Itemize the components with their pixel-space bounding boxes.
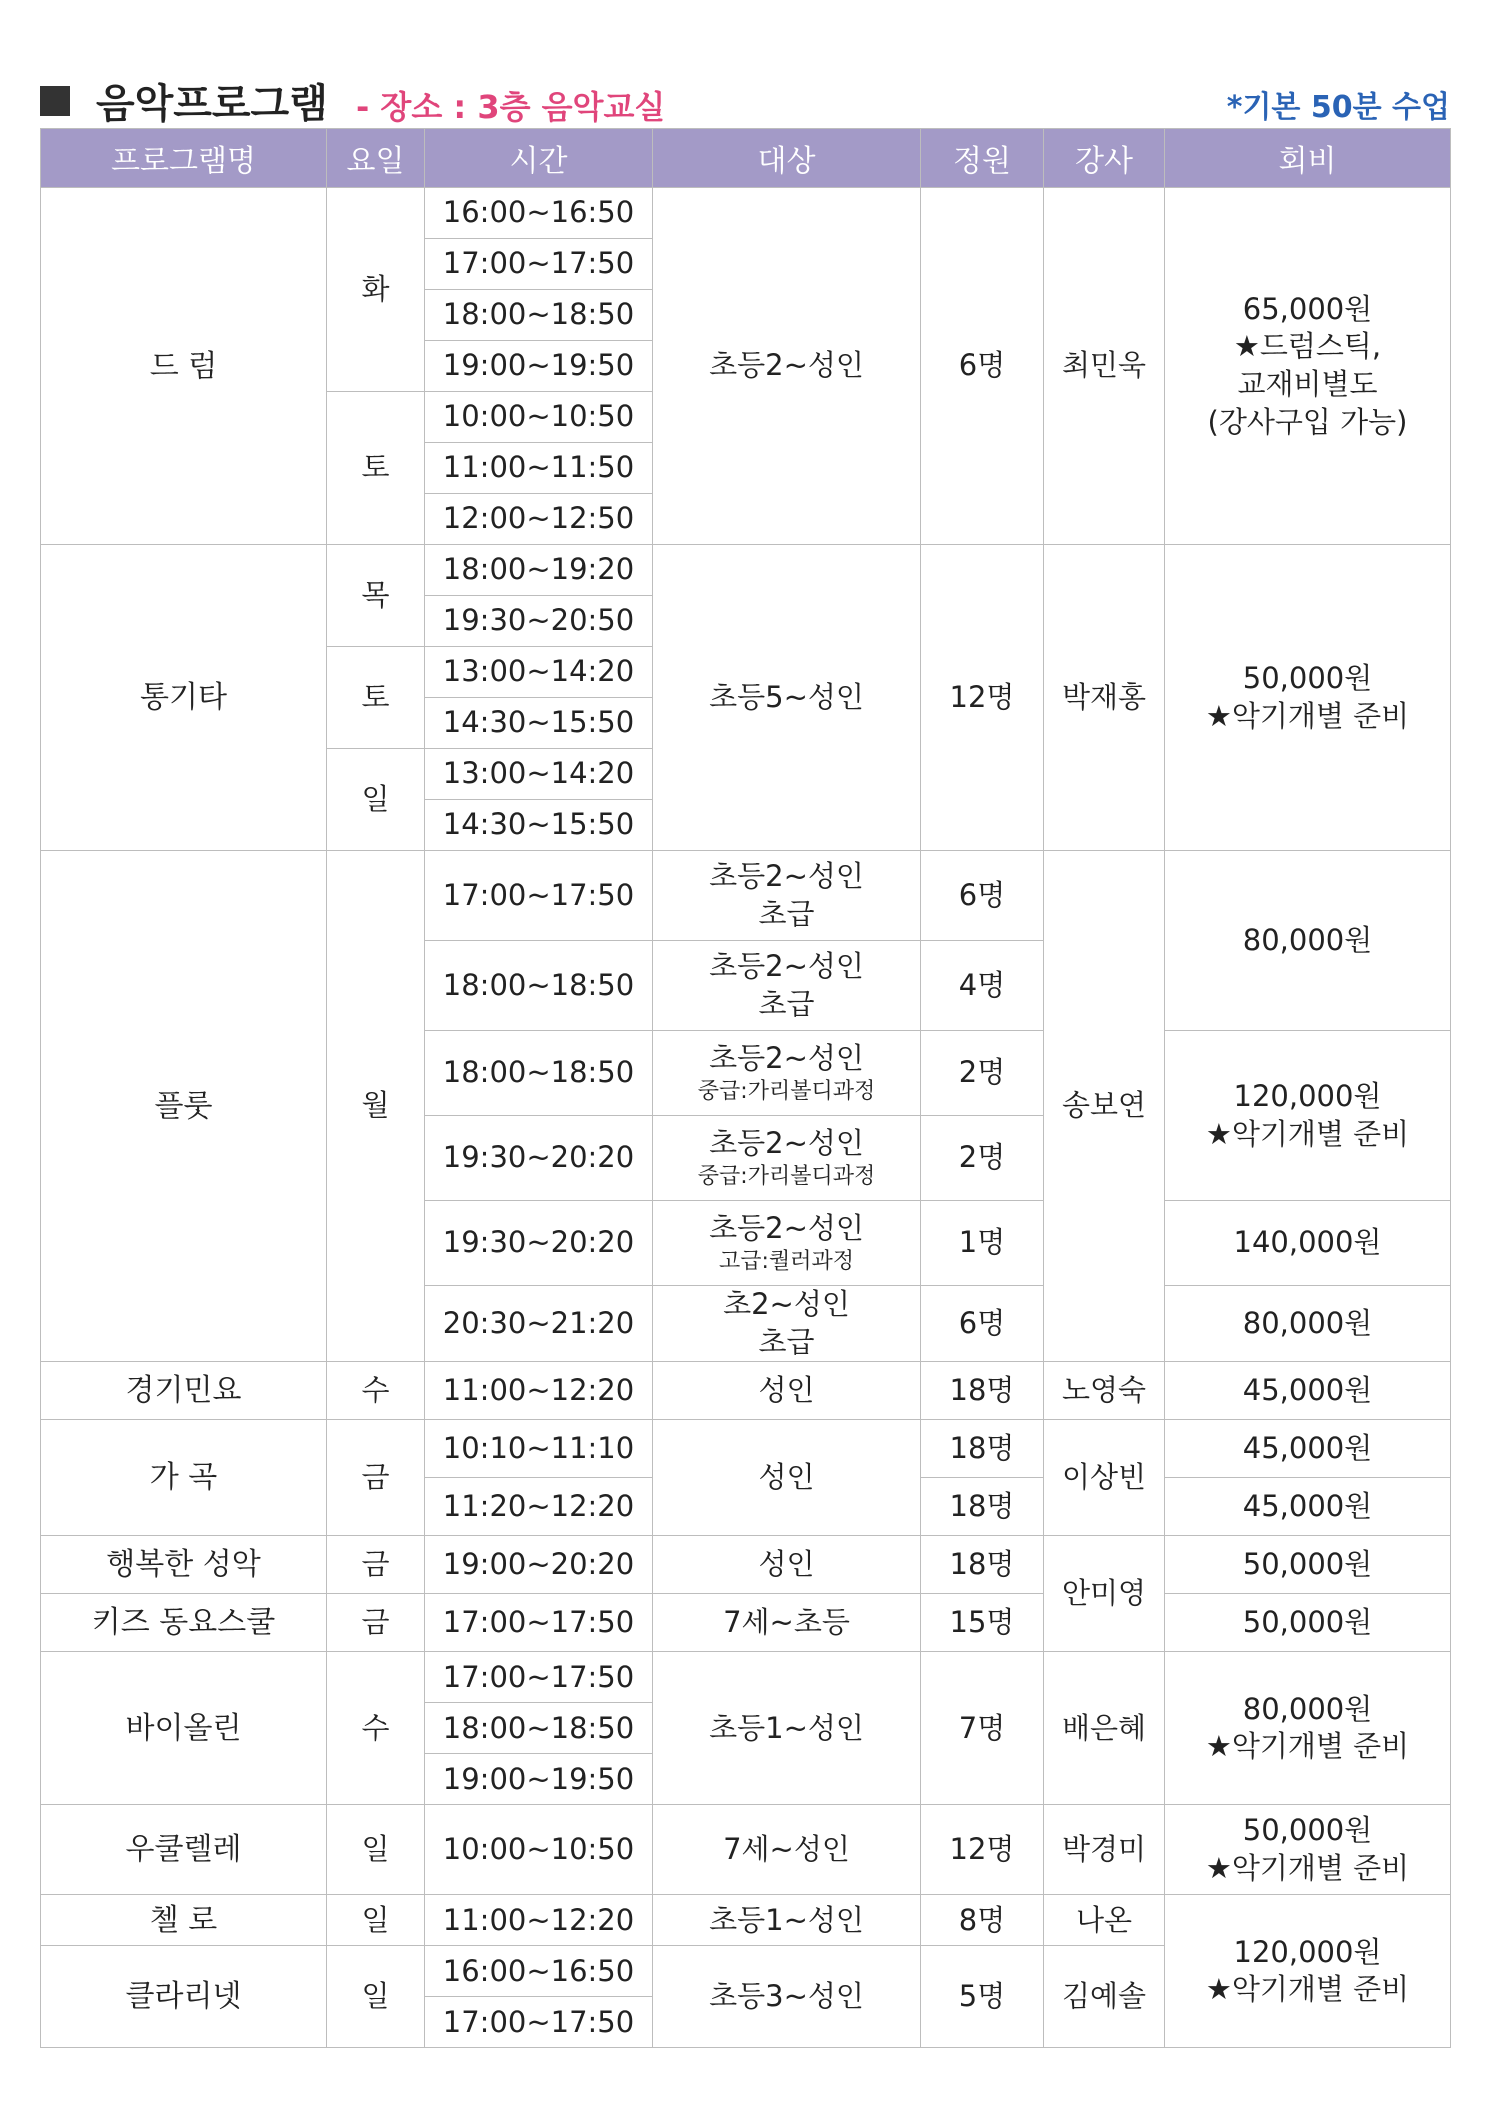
target-cell: 성인 [653, 1420, 921, 1536]
time-cell: 20:30~21:20 [425, 1286, 653, 1362]
section-title: 음악프로그램 [96, 81, 328, 127]
target-level: 초급 [758, 896, 815, 931]
col-program: 프로그램명 [41, 129, 327, 188]
time-cell: 13:00~14:20 [425, 749, 653, 800]
fee-cell: 50,000원 [1165, 1594, 1451, 1652]
teacher-cell: 배은혜 [1044, 1652, 1165, 1805]
fee-amount: 120,000원 [1233, 1078, 1382, 1113]
fee-cell [1165, 1805, 1451, 1895]
time-cell: 16:00~16:50 [425, 188, 653, 239]
col-teacher: 강사 [1044, 129, 1165, 188]
time-cell: 10:00~10:50 [425, 392, 653, 443]
fee-note: (강사구입 가능) [1207, 404, 1408, 439]
program-name: 가 곡 [41, 1420, 327, 1536]
teacher-cell: 이상빈 [1044, 1420, 1165, 1536]
program-name: 우쿨렐레 [41, 1805, 327, 1895]
fee-cell [1165, 545, 1451, 851]
col-day: 요일 [327, 129, 425, 188]
target-level: 중급:가리볼디과정 [697, 1078, 876, 1104]
day-cell: 수 [327, 1362, 425, 1420]
time-cell: 18:00~19:20 [425, 545, 653, 596]
table-header-row [41, 129, 1451, 188]
teacher-cell: 최민욱 [1044, 188, 1165, 545]
target-cell [653, 1286, 921, 1362]
teacher-cell: 노영숙 [1044, 1362, 1165, 1420]
table-row [41, 851, 1451, 941]
program-name: 플룻 [41, 851, 327, 1362]
col-capacity: 정원 [921, 129, 1044, 188]
fee-cell: 45,000원 [1165, 1478, 1451, 1536]
program-name: 바이올린 [41, 1652, 327, 1805]
capacity-cell: 18명 [921, 1362, 1044, 1420]
capacity-cell: 18명 [921, 1420, 1044, 1478]
capacity-cell: 12명 [921, 1805, 1044, 1895]
target-age: 초등2~성인 [709, 948, 864, 983]
target-cell [653, 1201, 921, 1286]
capacity-cell: 8명 [921, 1895, 1044, 1946]
fee-cell [1165, 1652, 1451, 1805]
target-cell: 초등2~성인 [653, 188, 921, 545]
capacity-cell: 6명 [921, 851, 1044, 941]
table-row [41, 1652, 1451, 1703]
target-cell: 초등3~성인 [653, 1946, 921, 2048]
program-name: 첼 로 [41, 1895, 327, 1946]
fee-cell: 80,000원 [1165, 851, 1451, 1031]
col-time: 시간 [425, 129, 653, 188]
capacity-cell: 12명 [921, 545, 1044, 851]
day-cell: 금 [327, 1536, 425, 1594]
section-header [40, 72, 1450, 132]
fee-amount: 50,000원 [1242, 1813, 1373, 1848]
time-cell: 17:00~17:50 [425, 851, 653, 941]
time-cell: 13:00~14:20 [425, 647, 653, 698]
day-cell: 일 [327, 749, 425, 851]
capacity-cell: 6명 [921, 188, 1044, 545]
target-cell: 초등5~성인 [653, 545, 921, 851]
teacher-cell: 안미영 [1044, 1536, 1165, 1652]
capacity-cell: 18명 [921, 1478, 1044, 1536]
fee-note: ★드럼스틱, [1233, 329, 1382, 364]
day-cell: 일 [327, 1946, 425, 2048]
fee-amount: 50,000원 [1242, 660, 1373, 695]
day-cell: 월 [327, 851, 425, 1362]
target-level: 고급:퀄러과정 [719, 1248, 854, 1274]
fee-note: ★악기개별 준비 [1205, 1972, 1410, 2007]
program-name: 클라리넷 [41, 1946, 327, 2048]
capacity-cell: 18명 [921, 1536, 1044, 1594]
time-cell: 16:00~16:50 [425, 1946, 653, 1997]
target-age: 초등2~성인 [709, 1125, 864, 1160]
fee-cell [1165, 1031, 1451, 1201]
fee-note: ★악기개별 준비 [1205, 698, 1410, 733]
program-name: 통기타 [41, 545, 327, 851]
time-cell: 18:00~18:50 [425, 1703, 653, 1754]
capacity-cell: 5명 [921, 1946, 1044, 2048]
fee-cell: 80,000원 [1165, 1286, 1451, 1362]
fee-note: ★악기개별 준비 [1205, 1850, 1410, 1885]
teacher-cell: 김예솔 [1044, 1946, 1165, 2048]
time-cell: 19:30~20:20 [425, 1201, 653, 1286]
time-cell: 19:30~20:20 [425, 1116, 653, 1201]
table-row [41, 1895, 1451, 1946]
target-cell: 성인 [653, 1536, 921, 1594]
capacity-cell: 6명 [921, 1286, 1044, 1362]
time-cell: 19:00~19:50 [425, 341, 653, 392]
time-cell: 19:00~19:50 [425, 1754, 653, 1805]
target-level: 초급 [758, 1324, 815, 1359]
time-cell: 18:00~18:50 [425, 941, 653, 1031]
day-cell: 수 [327, 1652, 425, 1805]
target-level: 초급 [758, 986, 815, 1021]
time-cell: 17:00~17:50 [425, 1594, 653, 1652]
teacher-cell: 나온 [1044, 1895, 1165, 1946]
target-age: 초등2~성인 [709, 1210, 864, 1245]
table-row [41, 1594, 1451, 1652]
table-row [41, 545, 1451, 596]
fee-cell [1165, 1895, 1451, 2048]
table-row [41, 1805, 1451, 1895]
day-cell: 토 [327, 647, 425, 749]
target-cell [653, 941, 921, 1031]
music-program-table [40, 128, 1451, 2048]
fee-amount: 120,000원 [1233, 1934, 1382, 1969]
time-cell: 18:00~18:50 [425, 1031, 653, 1116]
time-cell: 17:00~17:50 [425, 239, 653, 290]
time-cell: 11:00~11:50 [425, 443, 653, 494]
target-cell [653, 851, 921, 941]
fee-amount: 80,000원 [1242, 1691, 1373, 1726]
time-cell: 18:00~18:50 [425, 290, 653, 341]
time-cell: 17:00~17:50 [425, 1997, 653, 2048]
table-row [41, 1420, 1451, 1478]
target-age: 초2~성인 [723, 1287, 850, 1321]
day-cell: 금 [327, 1420, 425, 1536]
time-cell: 14:30~15:50 [425, 800, 653, 851]
time-cell: 11:00~12:20 [425, 1895, 653, 1946]
day-cell: 일 [327, 1805, 425, 1895]
square-bullet-icon [40, 86, 70, 116]
capacity-cell: 4명 [921, 941, 1044, 1031]
time-cell: 11:20~12:20 [425, 1478, 653, 1536]
teacher-cell: 박경미 [1044, 1805, 1165, 1895]
teacher-cell: 박재홍 [1044, 545, 1165, 851]
program-name: 드 럼 [41, 188, 327, 545]
capacity-cell: 15명 [921, 1594, 1044, 1652]
target-cell [653, 1031, 921, 1116]
target-cell: 초등1~성인 [653, 1895, 921, 1946]
col-target: 대상 [653, 129, 921, 188]
fee-note: ★악기개별 준비 [1205, 1729, 1410, 1764]
table-row [41, 188, 1451, 239]
day-cell: 금 [327, 1594, 425, 1652]
program-name: 키즈 동요스쿨 [41, 1594, 327, 1652]
target-cell: 초등1~성인 [653, 1652, 921, 1805]
time-cell: 10:10~11:10 [425, 1420, 653, 1478]
time-cell: 14:30~15:50 [425, 698, 653, 749]
fee-note: 교재비별도 [1237, 367, 1378, 401]
location-label: - 장소 : 3층 음악교실 [356, 88, 666, 126]
time-cell: 12:00~12:50 [425, 494, 653, 545]
day-cell: 토 [327, 392, 425, 545]
fee-cell: 140,000원 [1165, 1201, 1451, 1286]
col-fee: 회비 [1165, 129, 1451, 188]
program-name: 경기민요 [41, 1362, 327, 1420]
time-cell: 19:00~20:20 [425, 1536, 653, 1594]
target-cell: 7세~성인 [653, 1805, 921, 1895]
target-cell: 성인 [653, 1362, 921, 1420]
capacity-cell: 1명 [921, 1201, 1044, 1286]
capacity-cell: 2명 [921, 1116, 1044, 1201]
fee-cell: 45,000원 [1165, 1362, 1451, 1420]
time-cell: 10:00~10:50 [425, 1805, 653, 1895]
fee-amount: 65,000원 [1242, 291, 1373, 326]
fee-cell: 50,000원 [1165, 1536, 1451, 1594]
capacity-cell: 7명 [921, 1652, 1044, 1805]
time-cell: 17:00~17:50 [425, 1652, 653, 1703]
fee-cell: 45,000원 [1165, 1420, 1451, 1478]
program-name: 행복한 성악 [41, 1536, 327, 1594]
target-age: 초등2~성인 [709, 1040, 864, 1075]
time-cell: 11:00~12:20 [425, 1362, 653, 1420]
fee-cell [1165, 188, 1451, 545]
class-length-note: *기본 50분 수업 [1226, 90, 1450, 125]
target-cell [653, 1116, 921, 1201]
day-cell: 화 [327, 188, 425, 392]
target-cell: 7세~초등 [653, 1594, 921, 1652]
fee-note: ★악기개별 준비 [1205, 1116, 1410, 1151]
table-row [41, 1362, 1451, 1420]
teacher-cell: 송보연 [1044, 851, 1165, 1362]
table-row [41, 1536, 1451, 1594]
capacity-cell: 2명 [921, 1031, 1044, 1116]
time-cell: 19:30~20:50 [425, 596, 653, 647]
target-age: 초등2~성인 [709, 858, 864, 893]
day-cell: 일 [327, 1895, 425, 1946]
day-cell: 목 [327, 545, 425, 647]
target-level: 중급:가리볼디과정 [697, 1163, 876, 1189]
